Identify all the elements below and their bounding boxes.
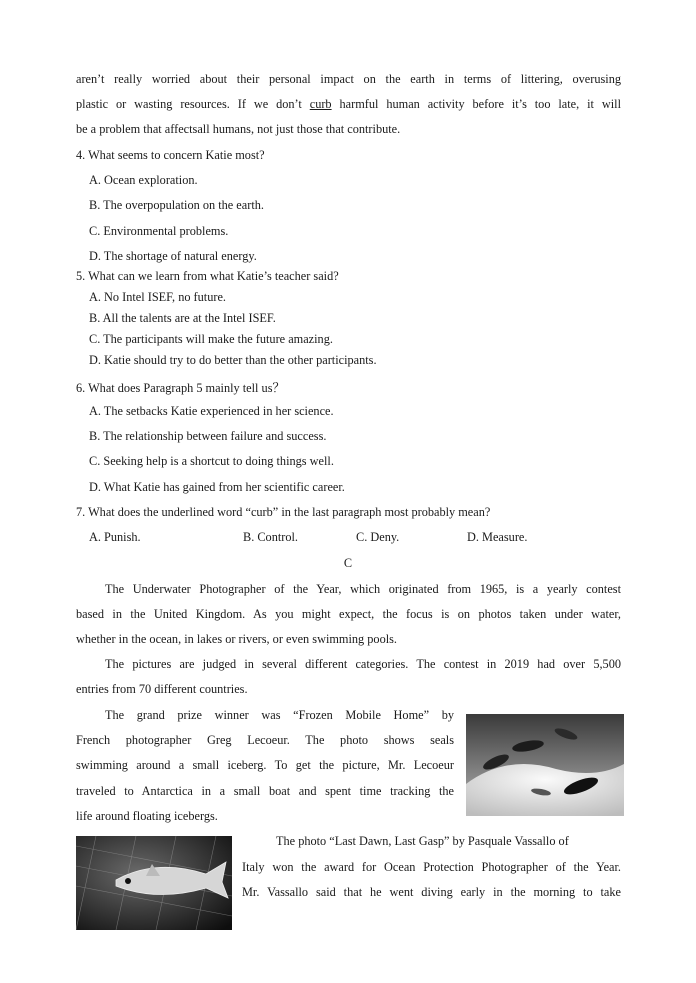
intro-line-3: be a problem that affectsall humans, not just those that contribute. bbox=[76, 122, 401, 136]
passage-p4-line-3: Mr. Vassallo said that he went diving early in the morning to take bbox=[242, 885, 621, 899]
question-4-option-d: D. The shortage of natural energy. bbox=[89, 249, 257, 263]
question-6-option-d: D. What Katie has gained from her scientific career. bbox=[89, 480, 345, 494]
section-label: C bbox=[343, 556, 353, 570]
passage-p1-line-1: The Underwater Photographer of the Year, which originated from 1965, is a yearly contest bbox=[105, 582, 621, 596]
question-5-stem: 5. What can we learn from what Katie’s teacher said? bbox=[76, 269, 339, 283]
underlined-word-curb: curb bbox=[309, 97, 332, 111]
passage-p3-line-1: The grand prize winner was “Frozen Mobile Home” by bbox=[105, 708, 454, 722]
passage-p3-line-2: French photographer Greg Lecoeur. The photo shows seals bbox=[76, 733, 454, 747]
question-6-option-a: A. The setbacks Katie experienced in her science. bbox=[89, 404, 334, 418]
question-7-option-c: C. Deny. bbox=[356, 530, 400, 544]
passage-p3-line-4: traveled to Antarctica in a small boat and spent time tracking the bbox=[76, 784, 454, 798]
passage-p3-line-5: life around floating icebergs. bbox=[76, 809, 218, 823]
question-5-option-c: C. The participants will make the future amazing. bbox=[89, 332, 333, 346]
fish-in-net-illustration bbox=[76, 836, 232, 930]
intro-line-2 bbox=[76, 97, 621, 112]
question-7-option-a: A. Punish. bbox=[89, 530, 141, 544]
question-4-option-a: A. Ocean exploration. bbox=[89, 173, 198, 187]
passage-p3-line-3: swimming around a small iceberg. To get the picture, Mr. Lecoeur bbox=[76, 758, 454, 772]
passage-p2-line-2: entries from 70 different countries. bbox=[76, 682, 248, 696]
seals-iceberg-photo bbox=[466, 714, 624, 816]
passage-p2-line-1: The pictures are judged in several different categories. The contest in 2019 had over 5,500 bbox=[105, 657, 621, 671]
question-5-option-d: D. Katie should try to do better than the other participants. bbox=[89, 353, 377, 367]
question-5-option-a: A. No Intel ISEF, no future. bbox=[89, 290, 226, 304]
question-5-option-b: B. All the talents are at the Intel ISEF. bbox=[89, 311, 276, 325]
passage-p1-line-2: based in the United Kingdom. As you might expect, the focus is on photos taken under water, bbox=[76, 607, 621, 621]
seals-iceberg-illustration bbox=[466, 714, 624, 816]
passage-p4-line-1: The photo “Last Dawn, Last Gasp” by Pasquale Vassallo of bbox=[276, 834, 569, 848]
intro-line-2-post: harmful human activity before it’s too late, it will bbox=[331, 97, 621, 111]
question-6-stem: 6. What does Paragraph 5 mainly tell us？ bbox=[76, 381, 285, 395]
passage-p4-line-2: Italy won the award for Ocean Protection Photographer of the Year. bbox=[242, 860, 621, 874]
question-6-option-b: B. The relationship between failure and success. bbox=[89, 429, 327, 443]
question-7-option-b: B. Control. bbox=[243, 530, 298, 544]
question-7-option-d: D. Measure. bbox=[467, 530, 528, 544]
intro-line-2-pre: plastic or wasting resources. If we don’t bbox=[76, 97, 310, 111]
fish-in-net-photo bbox=[76, 836, 232, 930]
question-4-option-b: B. The overpopulation on the earth. bbox=[89, 198, 264, 212]
question-4-option-c: C. Environmental problems. bbox=[89, 224, 229, 238]
intro-line-1: aren’t really worried about their personal impact on the earth in terms of littering, overusing bbox=[76, 72, 621, 86]
passage-p1-line-3: whether in the ocean, in lakes or rivers, or even swimming pools. bbox=[76, 632, 398, 646]
question-4-stem: 4. What seems to concern Katie most? bbox=[76, 148, 265, 162]
question-7-stem: 7. What does the underlined word “curb” in the last paragraph most probably mean? bbox=[76, 505, 491, 519]
question-6-option-c: C. Seeking help is a shortcut to doing things well. bbox=[89, 454, 334, 468]
